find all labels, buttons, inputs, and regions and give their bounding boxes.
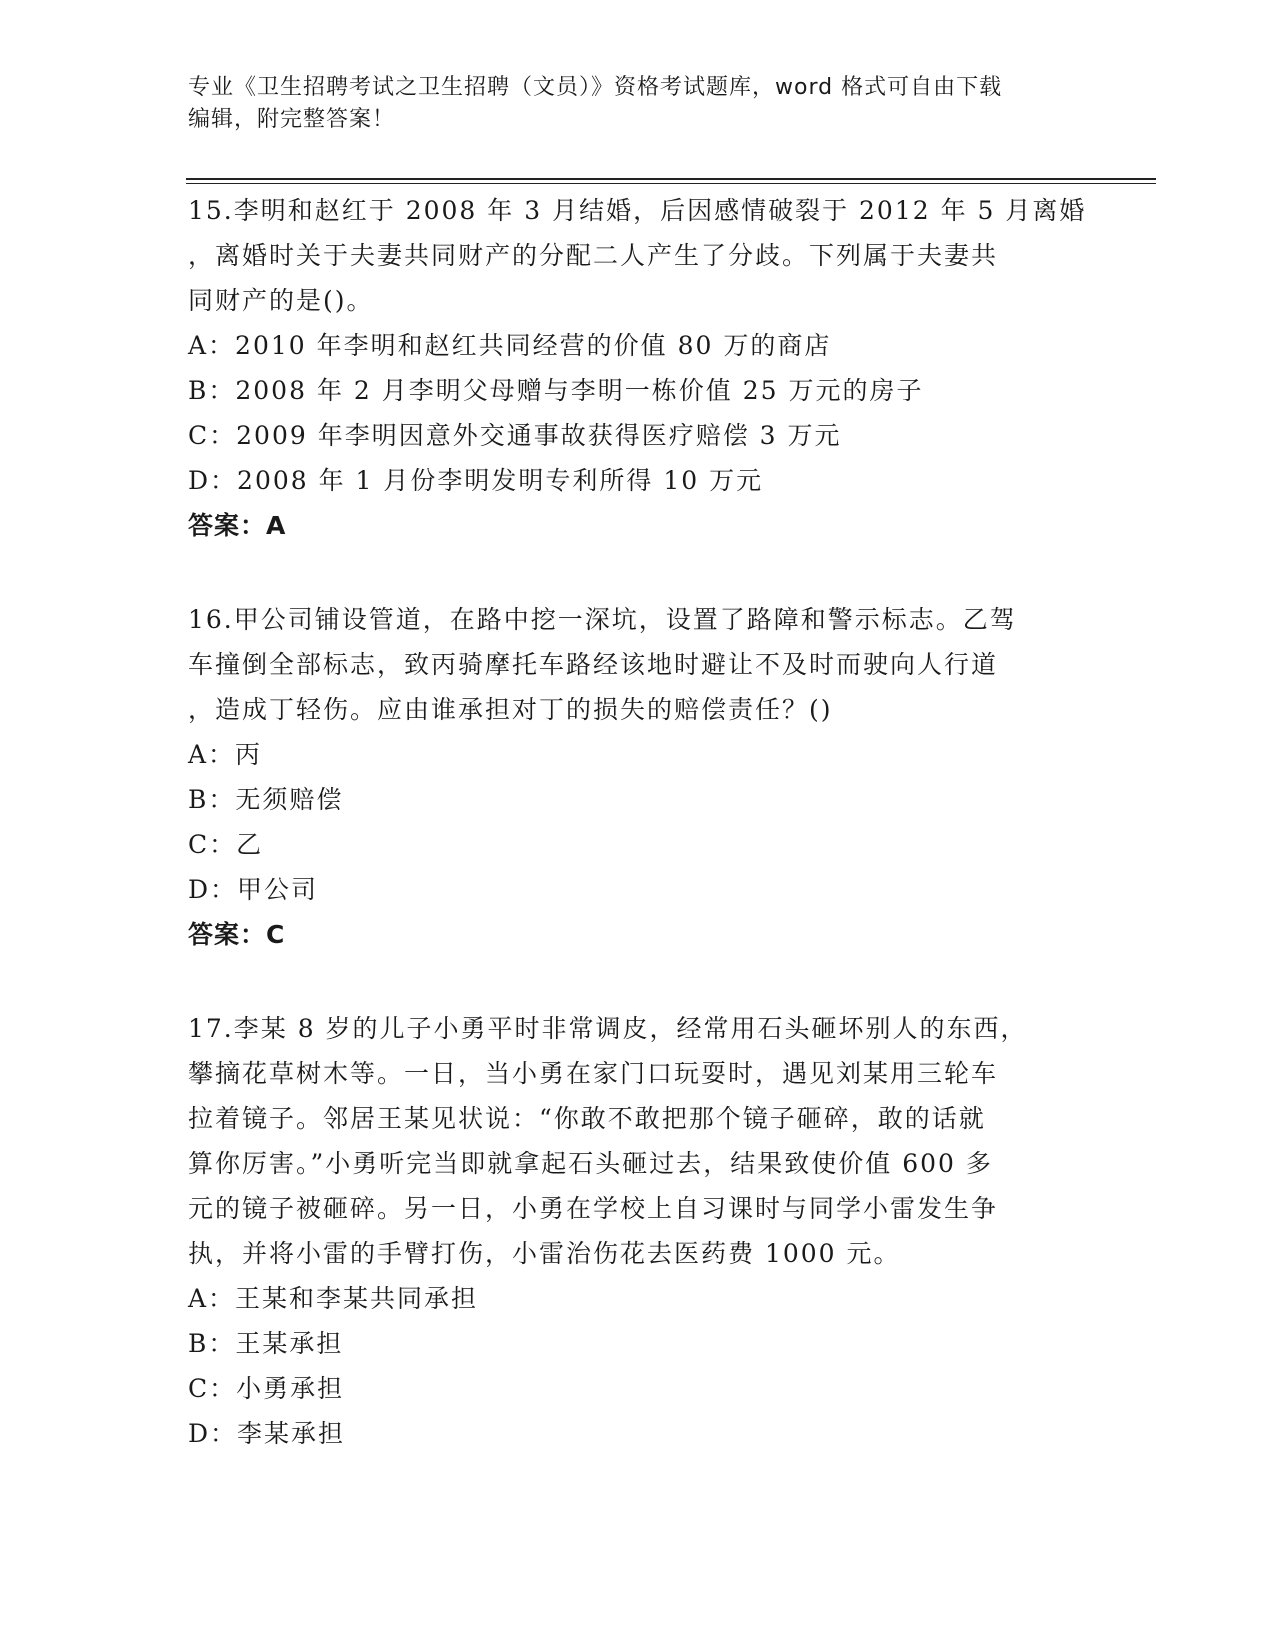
question-line: 15.李明和赵红于 2008 年 3 月结婚，后因感情破裂于 2012 年 5 月离婚 — [188, 196, 1087, 225]
question-line: 元的镜子被砸碎。另一日，小勇在学校上自习课时与同学小雷发生争 — [188, 1194, 999, 1223]
option-d: D：甲公司 — [188, 875, 319, 904]
question-line: 拉着镜子。邻居王某见状说：“你敢不敢把那个镜子砸碎，敢的话就 — [188, 1104, 986, 1133]
header-line-2: 编辑，附完整答案！ — [188, 107, 396, 132]
question-line: 16.甲公司铺设管道，在路中挖一深坑，设置了路障和警示标志。乙驾 — [188, 605, 1017, 634]
option-c: C：2009 年李明因意外交通事故获得医疗赔偿 3 万元 — [188, 421, 842, 450]
question-line: ，造成丁轻伤。应由谁承担对丁的损失的赔偿责任？() — [188, 695, 833, 724]
document-header — [188, 72, 1068, 136]
header-divider-thick — [186, 178, 1156, 180]
question-15 — [188, 188, 1088, 548]
question-line: 执，并将小雷的手臂打伤，小雷治伤花去医药费 1000 元。 — [188, 1239, 901, 1268]
option-b: B：王某承担 — [188, 1329, 344, 1358]
option-d: D：李某承担 — [188, 1419, 346, 1448]
question-line: 车撞倒全部标志，致丙骑摩托车路经该地时避让不及时而驶向人行道 — [188, 650, 999, 679]
header-divider-thin — [186, 183, 1156, 184]
question-17 — [188, 1006, 1088, 1456]
question-16 — [188, 597, 1088, 957]
answer-line: 答案：A — [188, 511, 287, 540]
question-line: 17.李某 8 岁的儿子小勇平时非常调皮，经常用石头砸坏别人的东西， — [188, 1014, 1028, 1043]
question-line: 算你厉害。”小勇听完当即就拿起石头砸过去，结果致使价值 600 多 — [188, 1149, 993, 1178]
option-b: B：2008 年 2 月李明父母赠与李明一栋价值 25 万元的房子 — [188, 376, 924, 405]
answer-line: 答案：C — [188, 920, 286, 949]
question-line: 同财产的是()。 — [188, 286, 374, 315]
question-line: 攀摘花草树木等。一日，当小勇在家门口玩耍时，遇见刘某用三轮车 — [188, 1059, 999, 1088]
option-c: C：乙 — [188, 830, 264, 859]
option-d: D：2008 年 1 月份李明发明专利所得 10 万元 — [188, 466, 764, 495]
header-line-1: 专业《卫生招聘考试之卫生招聘（文员）》资格考试题库，word 格式可自由下载 — [188, 75, 1003, 100]
option-c: C：小勇承担 — [188, 1374, 345, 1403]
option-b: B：无须赔偿 — [188, 785, 344, 814]
option-a: A：2010 年李明和赵红共同经营的价值 80 万的商店 — [188, 331, 832, 360]
question-line: ，离婚时关于夫妻共同财产的分配二人产生了分歧。下列属于夫妻共 — [188, 241, 999, 270]
option-a: A：丙 — [188, 740, 263, 769]
option-a: A：王某和李某共同承担 — [188, 1284, 479, 1313]
